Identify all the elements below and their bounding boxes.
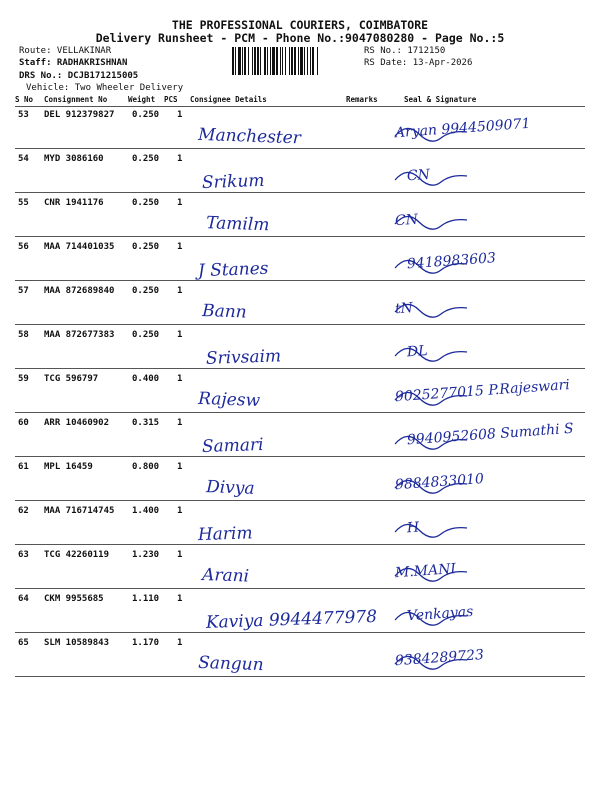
row-weight: 1.230 — [132, 550, 160, 560]
signature-handwriting: DL — [406, 342, 429, 361]
row-consignment-no: MAA 872689840 — [44, 286, 115, 296]
col-weight: Weight — [128, 95, 156, 104]
row-pcs: 1 — [177, 242, 183, 252]
drs-label: DRS No.: DCJB171215005 — [19, 71, 139, 81]
row-consignment-no: MPL 16459 — [44, 462, 93, 472]
row-sno: 60 — [18, 418, 29, 428]
row-weight: 0.400 — [132, 374, 160, 384]
vehicle-label: Vehicle: Two Wheeler Delivery — [26, 83, 184, 93]
col-remarks: Remarks — [346, 95, 378, 104]
row-pcs: 1 — [177, 506, 183, 516]
row-sno: 58 — [18, 330, 29, 340]
row-consignment-no: ARR 10460902 — [44, 418, 110, 428]
row-sno: 53 — [18, 110, 29, 120]
consignee-handwriting: Divya — [205, 477, 255, 499]
row-consignment-no: CNR 1941176 — [44, 198, 104, 208]
signature-handwriting: CN — [406, 166, 431, 185]
row-sno: 61 — [18, 462, 29, 472]
consignee-handwriting: J Stanes — [197, 258, 269, 282]
signature-stroke — [395, 348, 467, 361]
row-sno: 56 — [18, 242, 29, 252]
row-weight: 1.170 — [132, 638, 160, 648]
signature-handwriting: 9384289723 — [394, 647, 485, 670]
runsheet-subtitle: Delivery Runsheet - PCM - Phone No.:9047080280 - Page No.:5 — [95, 31, 505, 45]
signature-handwriting: Venkayas — [406, 603, 474, 625]
row-weight: 0.315 — [132, 418, 160, 428]
row-sno: 57 — [18, 286, 29, 296]
row-consignment-no: MAA 716714745 — [44, 506, 115, 516]
consignee-handwriting: Tamilm — [205, 213, 270, 236]
row-consignment-no: TCG 42260119 — [44, 550, 110, 560]
row-pcs: 1 — [177, 198, 183, 208]
row-consignment-no: MAA 714401035 — [44, 242, 115, 252]
row-consignment-no: SLM 10589843 — [44, 638, 110, 648]
row-pcs: 1 — [177, 594, 183, 604]
row-sno: 55 — [18, 198, 29, 208]
row-consignment-no: TCG 596797 — [44, 374, 99, 384]
consignee-handwriting: Manchester — [197, 124, 302, 149]
consignee-handwriting: Srivsaim — [205, 346, 282, 369]
signature-stroke — [395, 524, 467, 537]
row-consignment-no: MYD 3086160 — [44, 154, 104, 164]
rs-number: RS No.: 1712150 — [364, 46, 446, 56]
row-pcs: 1 — [177, 154, 183, 164]
row-weight: 0.250 — [132, 242, 160, 252]
consignee-handwriting: Bann — [201, 300, 247, 323]
row-pcs: 1 — [177, 110, 183, 120]
row-pcs: 1 — [177, 330, 183, 340]
row-pcs: 1 — [177, 462, 183, 472]
col-consignment: Consignment No — [44, 95, 108, 104]
row-weight: 0.250 — [132, 198, 160, 208]
consignee-handwriting: Arani — [201, 564, 250, 587]
consignee-handwriting: Rajesw — [197, 388, 261, 411]
row-sno: 59 — [18, 374, 29, 384]
row-weight: 0.250 — [132, 154, 160, 164]
col-sno: S No — [15, 95, 34, 104]
col-consignee: Consignee Details — [190, 95, 267, 104]
row-pcs: 1 — [177, 638, 183, 648]
consignee-handwriting: Harim — [197, 523, 253, 546]
consignee-handwriting: Samari — [201, 434, 264, 458]
col-pcs: PCS — [164, 95, 178, 104]
route-label: Route: VELLAKINAR — [19, 46, 112, 56]
row-pcs: 1 — [177, 286, 183, 296]
row-sno: 64 — [18, 594, 29, 604]
signature-stroke — [395, 172, 467, 185]
rs-date: RS Date: 13-Apr-2026 — [364, 58, 473, 68]
row-weight: 0.250 — [132, 110, 160, 120]
row-weight: 1.110 — [132, 594, 160, 604]
signature-handwriting: 9418983603 — [406, 250, 497, 273]
signature-handwriting: 9025277015 P.Rajeswari — [394, 377, 571, 406]
row-consignment-no: DEL 912379827 — [44, 110, 115, 120]
signature-handwriting: Aryan 9944509071 — [394, 115, 531, 142]
row-sno: 65 — [18, 638, 29, 648]
signature-handwriting: CN — [394, 211, 419, 230]
row-weight: 0.250 — [132, 286, 160, 296]
signature-handwriting: 9940952608 Sumathi S — [406, 420, 575, 449]
row-consignment-no: MAA 872677383 — [44, 330, 115, 340]
row-pcs: 1 — [177, 418, 183, 428]
signature-handwriting: tN — [394, 300, 414, 318]
row-weight: 1.400 — [132, 506, 160, 516]
company-title: THE PROFESSIONAL COURIERS, COIMBATORE — [171, 18, 429, 32]
row-sno: 62 — [18, 506, 29, 516]
staff-label: Staff: RADHAKRISHNAN — [19, 58, 128, 68]
row-sno: 63 — [18, 550, 29, 560]
row-pcs: 1 — [177, 374, 183, 384]
signature-handwriting: M.MANI — [394, 560, 457, 582]
signature-handwriting: H — [406, 519, 420, 537]
col-seal-signature: Seal & Signature — [404, 95, 477, 104]
signature-handwriting: 9884833010 — [394, 471, 485, 494]
consignee-handwriting: Srikum — [201, 170, 265, 194]
row-sno: 54 — [18, 154, 29, 164]
consignee-handwriting: Kaviya 9944477978 — [205, 606, 378, 633]
row-consignment-no: CKM 9955685 — [44, 594, 104, 604]
row-weight: 0.250 — [132, 330, 160, 340]
row-weight: 0.800 — [132, 462, 160, 472]
consignee-handwriting: Sangun — [197, 652, 264, 676]
row-pcs: 1 — [177, 550, 183, 560]
